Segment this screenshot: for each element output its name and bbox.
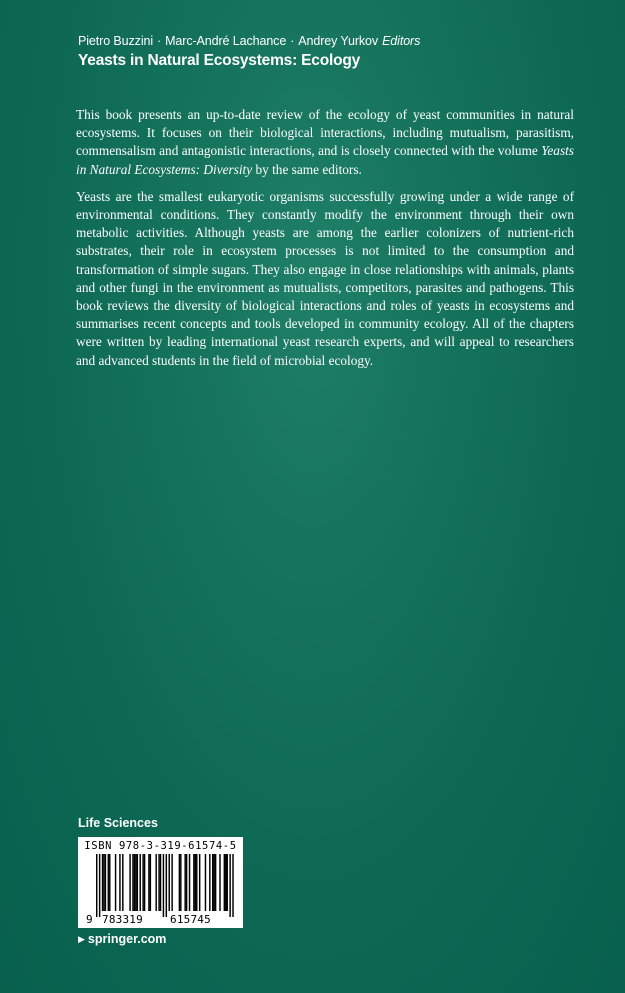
editor-name: Pietro Buzzini (78, 34, 154, 48)
isbn-label: ISBN 978-3-319-61574-5 (84, 840, 237, 852)
book-description (76, 106, 574, 379)
barcode-bar (155, 854, 156, 911)
barcode-bar (171, 854, 172, 911)
barcode-bar (195, 854, 196, 911)
barcode-bar (184, 854, 185, 911)
barcode-bar (129, 854, 130, 911)
editor-separator: · (290, 34, 295, 48)
description-paragraph (76, 106, 574, 179)
barcode-bar (119, 854, 120, 911)
barcode-bar (109, 854, 110, 911)
barcode-bar (163, 854, 164, 917)
barcode-bar (189, 854, 190, 911)
barcode-bar (140, 854, 141, 911)
barcode-bar (227, 854, 228, 911)
barcode-bar (132, 854, 133, 911)
barcode-bar (180, 854, 181, 911)
barcode-bar (105, 854, 106, 911)
description-text-ending: by the same editors. (252, 161, 362, 177)
barcode-bar (142, 854, 143, 911)
barcode-bar (209, 854, 210, 911)
barcode-bar (108, 854, 109, 911)
editor-name: Andrey Yurkov (298, 34, 379, 48)
editors-role-label: Editors (382, 34, 421, 48)
barcode-bar (122, 854, 123, 911)
barcode-bar (179, 854, 180, 911)
barcode-bar (144, 854, 145, 911)
barcode-bar (232, 854, 233, 917)
series-label: Life Sciences (78, 816, 158, 830)
barcode-bar (199, 854, 200, 911)
editors-line (78, 34, 420, 48)
barcode-bar (229, 854, 230, 917)
description-text: This book presents an up-to-date review of the ecology of yeast communities in natural ecosystems. It focuses on their biological interactions, including mutualism, parasitism, commensalism and antagonistic interactions, and is closely connected with the volume (76, 107, 574, 159)
website-label: springer.com (87, 932, 167, 946)
ean-digit-group: 615745 (170, 913, 211, 926)
barcode-bar (160, 854, 161, 911)
barcode-bar (205, 854, 206, 911)
arrow-right-icon: ▶ (78, 934, 85, 944)
barcode-bar (96, 854, 97, 917)
barcode-bar (103, 854, 104, 911)
ean-digit-group: 783319 (102, 913, 143, 926)
barcode-bar (215, 854, 216, 911)
barcode-bar (212, 854, 213, 911)
editor-name: Marc-André Lachance (165, 34, 287, 48)
barcode-bar (135, 854, 136, 911)
barcode-bar (137, 854, 138, 911)
description-paragraph: Yeasts are the smallest eukaryotic organisms successfully growing under a wide range of environmental conditions. They constantly modify the environment through their own metabolic activities. Although yeasts are among the earlier colonizers of nutrient-rich substrates, their role in ecosystem processes is not limited to the consumption and transformation of simple sugars. They also engage in close relationships with animals, plants and other fungi in the environment as mutualists, competitors, parasites and pathogens. This book reviews the diversity of biological interactions and roles of yeasts in ecosystems and summarises recent concepts and tools developed in community ecology. All of the chapters were written by leading international yeast research experts, and will appeal to researchers and advanced students in the field of microbial ecology. (76, 188, 574, 368)
barcode-bar (99, 854, 100, 917)
barcode-bar (186, 854, 187, 911)
barcode-bar (193, 854, 194, 911)
editor-separator: · (157, 34, 162, 48)
barcode-bar (169, 854, 170, 911)
publisher-website[interactable] (78, 932, 166, 946)
isbn-barcode (78, 837, 243, 928)
barcode-bar (158, 854, 159, 911)
barcode-bar (102, 854, 103, 911)
barcode-bar (224, 854, 225, 911)
barcode-bar (148, 854, 149, 911)
ean-digit-group: 9 (86, 913, 93, 926)
barcode-bar (115, 854, 116, 911)
barcode-bar (225, 854, 226, 911)
barcode-bar (150, 854, 151, 911)
barcode-bar (213, 854, 214, 911)
barcode-bar (166, 854, 167, 917)
book-title: Yeasts in Natural Ecosystems: Ecology (78, 52, 361, 69)
companion-volume-title: Yeasts in Natural Ecosystems: Diversity (76, 143, 574, 177)
barcode-bar (196, 854, 197, 911)
barcode-bar (219, 854, 220, 911)
barcode-bar (134, 854, 135, 911)
